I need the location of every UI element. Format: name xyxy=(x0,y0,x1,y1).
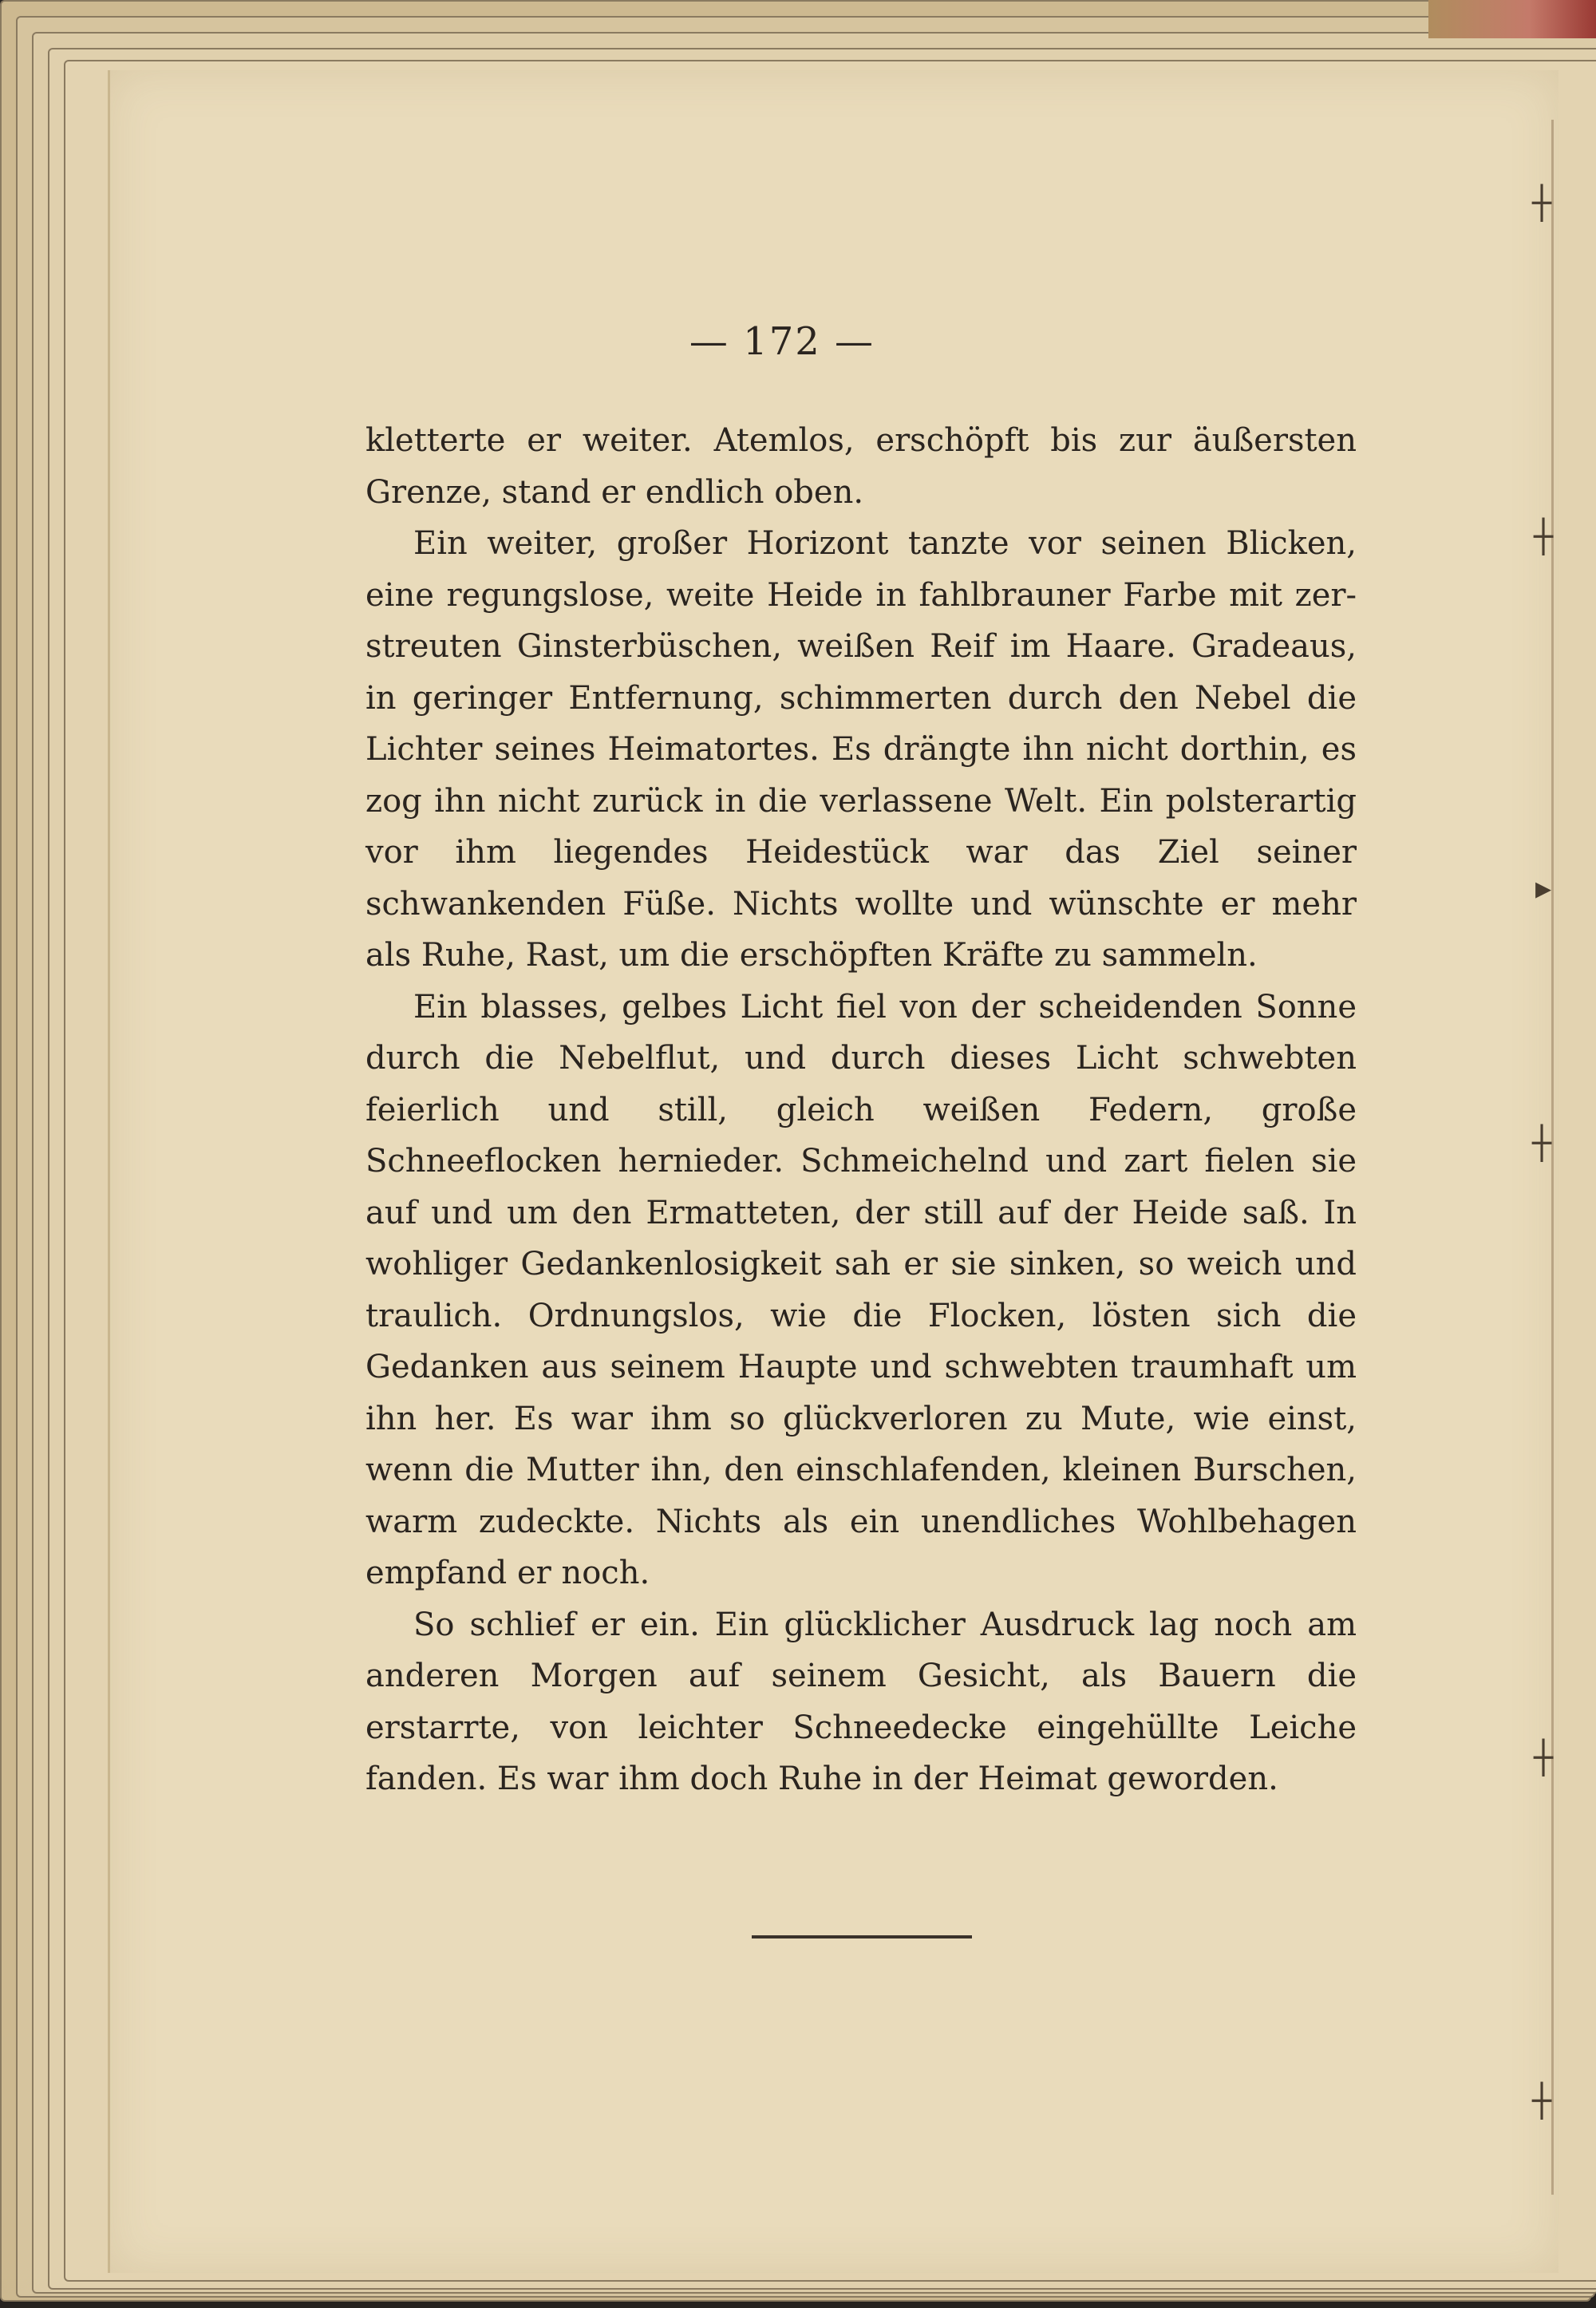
paragraph: kletterte er weiter. Atemlos, erschöpft bis zur äußersten Grenze, stand er endlich oben. xyxy=(365,422,1357,511)
gutter-stitch-mark: ┼ xyxy=(1532,185,1552,222)
gutter-stitch-mark: ▸ xyxy=(1535,870,1552,907)
end-of-chapter-rule xyxy=(752,1935,972,1938)
paragraph: Ein blasses, gelbes Licht fiel von der scheidenden Sonne durch die Nebelflut, und durch dieses Licht schwebten feierlich und still, gleich weißen Federn, große Schneeflocken hernieder. Schmeichelnd und zart fielen sie auf und um den Ermatteten, der still auf der Heide saß. In wohliger Gedankenlosigkeit sah er sie sinken, so weich und traulich. Ordnungslos, wie die Flocken, lösten sich die Gedanken aus seinem Haupte und schwebten traumhaft um ihn her. Es war ihm so glückverloren zu Mute, wie einst, wenn die Mutter ihn, den einschlafenden, kleinen Burschen, warm zudeckte. Nichts als ein unendliches Wohlbehagen empfand er noch. xyxy=(365,988,1357,1591)
gutter-stitch-mark: ┼ xyxy=(1532,1125,1552,1162)
body-text xyxy=(365,415,1357,1805)
paragraph: So schlief er ein. Ein glücklicher Ausdruck lag noch am anderen Morgen auf seinem Gesicht, als Bauern die erstarrte, von leichter Schneedecke eingehüllte Leiche fanden. Es war ihm doch Ruhe in der Heimat geworden. xyxy=(365,1606,1357,1797)
page-number: — 172 — xyxy=(689,319,875,364)
paragraph: Ein weiter, großer Horizont tanzte vor seinen Blicken, eine regungslose, weite Heide in fahlbrauner Farbe mit zerstreuten Ginsterbüschen, weißen Reif im Haare. Gradeaus, in geringer Entfernung, schimmerten durch den Nebel die Lichter seines Heimatortes. Es drängte ihn nicht dorthin, es zog ihn nicht zurück in die verlassene Welt. Ein polsterartig vor ihm liegendes Heidestück war das Ziel seiner schwankenden Füße. Nichts wollte und wünschte er mehr als Ruhe, Rast, um die erschöpften Kräfte zu sammeln. xyxy=(365,525,1357,974)
book-top-edge xyxy=(1428,0,1596,38)
gutter-line xyxy=(1551,120,1554,2195)
gutter-stitch-mark: ┼ xyxy=(1534,519,1554,555)
gutter-stitch-mark: ┼ xyxy=(1532,2083,1552,2120)
gutter-stitch-mark: ┼ xyxy=(1534,1740,1554,1776)
